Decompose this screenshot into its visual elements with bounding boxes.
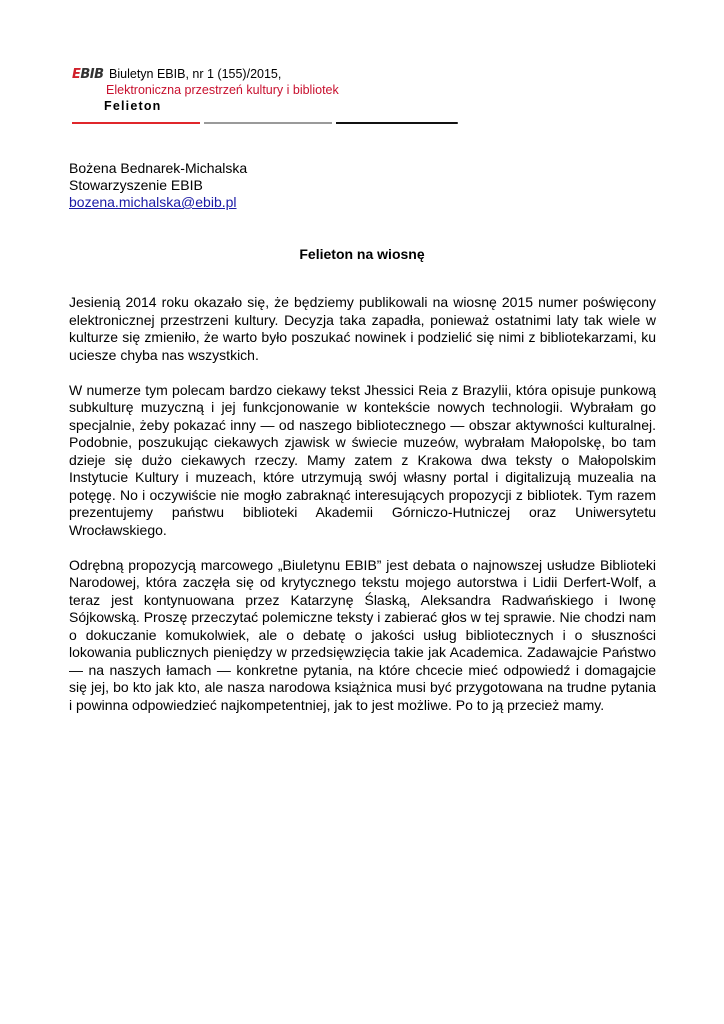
- header-rule-gray: [204, 122, 332, 124]
- author-name: Bożena Bednarek-Michalska: [69, 160, 248, 176]
- article-body: [69, 294, 656, 732]
- article-paragraph-2: W numerze tym polecam bardzo ciekawy tekst Jhessici Reia z Brazylii, która opisuje punkową subkulturę muzyczną i jej funkcjonowanie w kontekście nowych technologii. Wybrałam go specjalnie, żeby pokazać inny — od naszego bibliotecznego — obszar aktywności kulturalnej. Podobnie, poszukując ciekawych zjawisk w świecie muzeów, wybrałam Małopolskę, bo tam dzieje się dużo ciekawych rzeczy. Mamy zatem z Krakowa dwa teksty o Małopolskim Instytucie Kultury i muzeach, które utrzymują swój własny portal i digitalizują muzealia na potęgę. No i oczywiście nie mogło zabraknąć interesujących propozycji z bibliotek. Tym razem prezentujemy państwu biblioteki Akademii Górniczo-Hutniczej oraz Uniwersytetu Wrocławskiego.: [69, 381, 656, 538]
- bulletin-issue: Biuletyn EBIB, nr 1 (155)/2015,: [109, 67, 282, 81]
- header-section: Felieton: [104, 99, 162, 113]
- author-email-link[interactable]: bozena.michalska@ebib.pl: [69, 194, 237, 210]
- author-organization: Stowarzyszenie EBIB: [69, 177, 203, 193]
- header-bulletin-line: [72, 67, 472, 82]
- header-rule-red: [72, 122, 200, 124]
- page-header: [72, 67, 472, 114]
- ebib-logo: EBIB: [72, 67, 104, 82]
- author-block: [69, 160, 247, 211]
- article-paragraph-1: Jesienią 2014 roku okazało się, że będziemy publikowali na wiosnę 2015 numer poświęcony elektronicznej przestrzeni kultury. Decyzja taka zapadła, ponieważ ostatnimi laty tak wiele w kulturze się zmieniło, że warto było poszukać nowinek i podzielić się nimi z bibliotekarzami, ku uciesze chyba nas wszystkich.: [69, 294, 656, 363]
- article-title: Felieton na wiosnę: [299, 246, 425, 262]
- article-paragraph-3: Odrębną propozycją marcowego „Biuletynu EBIB” jest debata o najnowszej usłudze Biblioteki Narodowej, która zaczęła się od krytycznego tekstu mojego autorstwa i Lidii Derfert-Wolf, a teraz jest kontynuowana przez Katarzynę Ślaską, Aleksandra Radwańskiego i Iwonę Sójkowską. Proszę przeczytać polemiczne teksty i zabierać głos w tej sprawie. Nie chodzi nam o dokuczanie komukolwiek, ale o debatę o jakości usług bibliotecznych i o słuszności lokowania publicznych pieniędzy w przedsięwzięcia takie jak Academica. Zadawajcie Państwo — na naszych łamach — konkretne pytania, na które chcecie mieć odpowiedź i domagajcie się jej, bo kto jak kto, ale nasza narodowa książnica musi być przygotowana na trudne pytania i powinna odpowiedzieć najkompetentniej, jak to jest możliwe. Po to ją przecież mamy.: [69, 556, 656, 713]
- header-subtitle: Elektroniczna przestrzeń kultury i bibliotek: [106, 83, 339, 97]
- header-rule-black: [336, 122, 458, 124]
